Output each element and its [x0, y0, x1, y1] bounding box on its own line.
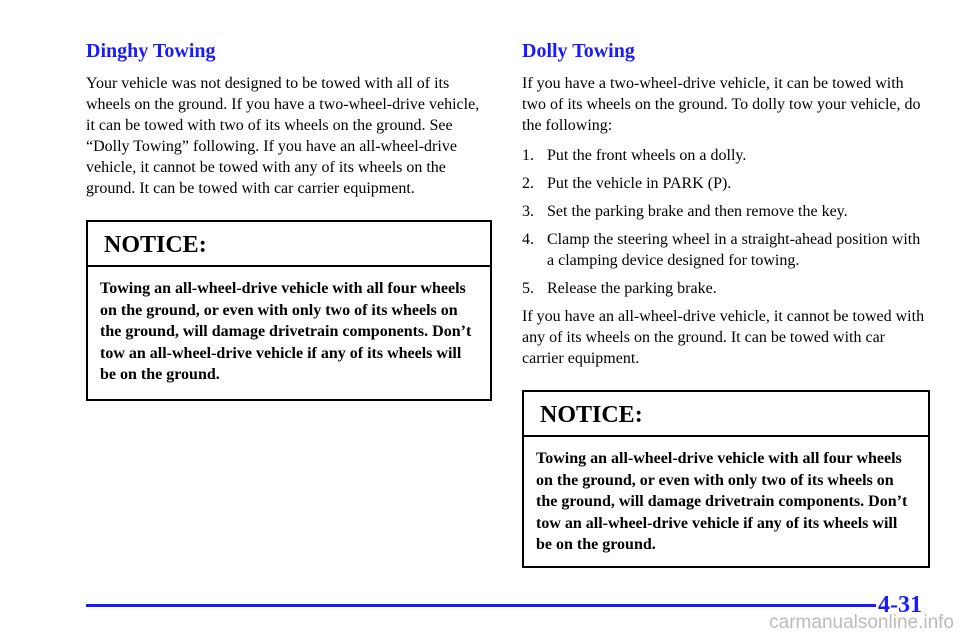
notice-body: Towing an all-wheel-drive vehicle with all four wheels on the ground, or even with only two of its wheels on the ground, will damage drivetrain components. Don’t tow an all-wheel-drive vehicle if any of its wheels will be on the ground. — [100, 280, 472, 383]
step-number: 1. — [522, 147, 534, 164]
right-column — [522, 40, 930, 568]
dolly-towing-steps — [522, 145, 930, 299]
step-item — [522, 229, 930, 271]
notice-title: NOTICE: — [88, 222, 490, 267]
step-text: Release the parking brake. — [547, 280, 717, 297]
dinghy-towing-heading: Dinghy Towing — [86, 40, 216, 62]
dinghy-towing-paragraph: Your vehicle was not designed to be towed with all of its wheels on the ground. If you have a two-wheel-drive vehicle, it can be towed with two of its wheels on the ground. See “Dolly Towing” following. If you have an all-wheel-drive vehicle, it cannot be towed with any of its wheels on the ground. It can be towed with car carrier equipment. — [86, 75, 480, 197]
step-number: 3. — [522, 203, 534, 220]
step-number: 4. — [522, 231, 534, 248]
dolly-towing-heading: Dolly Towing — [522, 40, 635, 62]
left-column — [86, 40, 492, 401]
step-number: 5. — [522, 280, 534, 297]
notice-title: NOTICE: — [524, 392, 928, 437]
notice-body: Towing an all-wheel-drive vehicle with all four wheels on the ground, or even with only two of its wheels on the ground, will damage drivetrain components. Don’t tow an all-wheel-drive vehicle if any of its wheels will be on the ground. — [536, 450, 908, 553]
step-text: Clamp the steering wheel in a straight-ahead position with a clamping device designed for towing. — [547, 231, 921, 269]
page-number: 4-31 — [878, 592, 922, 618]
step-item — [522, 173, 930, 194]
dolly-towing-intro: If you have a two-wheel-drive vehicle, it can be towed with two of its wheels on the ground. To dolly tow your vehicle, do the following: — [522, 75, 921, 134]
step-item — [522, 145, 930, 166]
step-text: Put the front wheels on a dolly. — [547, 147, 747, 164]
notice-box-left — [86, 220, 492, 401]
step-item — [522, 278, 930, 299]
step-text: Put the vehicle in PARK (P). — [547, 175, 732, 192]
step-text: Set the parking brake and then remove the key. — [547, 203, 848, 220]
step-number: 2. — [522, 175, 534, 192]
footer-rule — [86, 604, 876, 607]
dolly-towing-awd-paragraph: If you have an all-wheel-drive vehicle, it cannot be towed with any of its wheels on the ground. It can be towed with car carrier equipment. — [522, 308, 925, 367]
step-item — [522, 201, 930, 222]
notice-box-right — [522, 390, 930, 568]
watermark: carmanualsonline.info — [769, 612, 954, 633]
